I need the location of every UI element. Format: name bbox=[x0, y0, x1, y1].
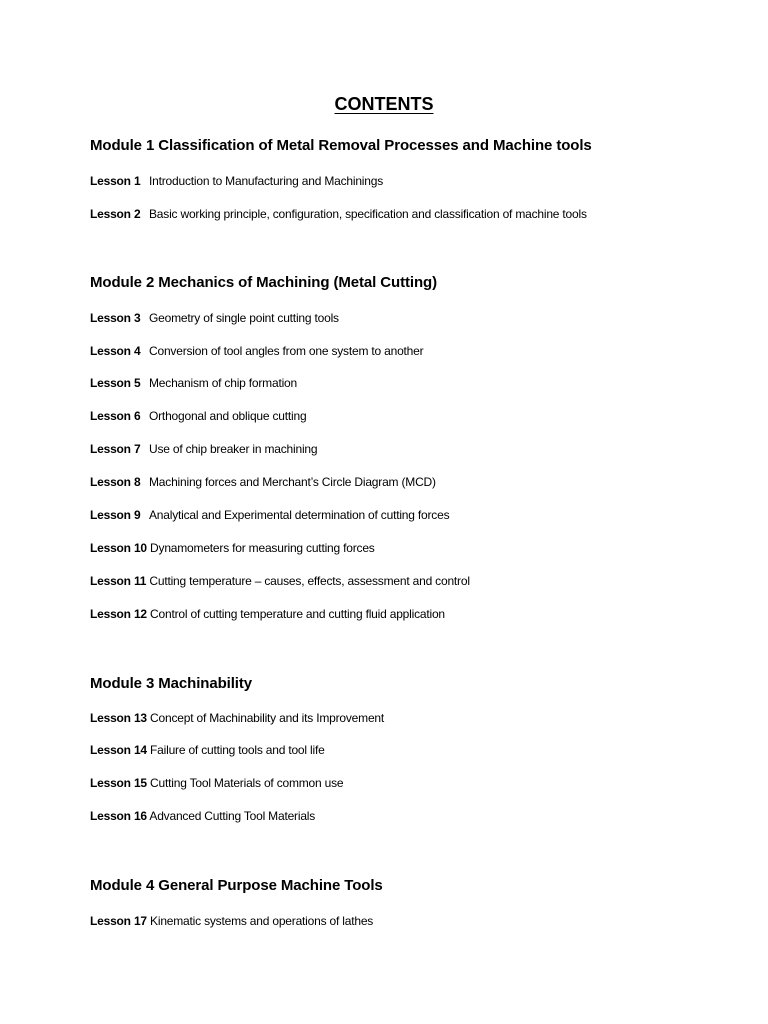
lesson-title: Failure of cutting tools and tool life bbox=[150, 743, 325, 757]
lesson-number: Lesson 3 bbox=[90, 311, 141, 325]
lesson-title: Cutting temperature – causes, effects, assessment and control bbox=[149, 574, 470, 588]
lesson-number: Lesson 4 bbox=[90, 344, 141, 358]
lesson-title: Geometry of single point cutting tools bbox=[149, 311, 339, 325]
lesson-item bbox=[90, 711, 384, 725]
lesson-item bbox=[90, 344, 423, 358]
lesson-number: Lesson 2 bbox=[90, 207, 141, 221]
lesson-item bbox=[90, 914, 373, 928]
lesson-number: Lesson 10 bbox=[90, 541, 147, 555]
lesson-title: Basic working principle, configuration, specification and classification of machine tools bbox=[149, 207, 587, 221]
lesson-item bbox=[90, 442, 317, 456]
page-title: CONTENTS bbox=[334, 94, 434, 114]
lesson-item bbox=[90, 541, 375, 555]
lesson-number: Lesson 5 bbox=[90, 376, 141, 390]
lesson-item bbox=[90, 174, 383, 188]
lesson-title: Analytical and Experimental determination of cutting forces bbox=[149, 508, 450, 522]
module-2-heading: Module 2 Mechanics of Machining (Metal Cutting) bbox=[90, 274, 437, 291]
lesson-number: Lesson 12 bbox=[90, 607, 147, 621]
lesson-item bbox=[90, 376, 297, 390]
lesson-number: Lesson 13 bbox=[90, 711, 147, 725]
lesson-item bbox=[90, 207, 587, 221]
lesson-item bbox=[90, 508, 449, 522]
lesson-title: Introduction to Manufacturing and Machinings bbox=[149, 174, 384, 188]
lesson-title: Dynamometers for measuring cutting forces bbox=[150, 541, 375, 555]
lesson-item bbox=[90, 311, 339, 325]
lesson-item bbox=[90, 409, 306, 423]
lesson-title: Machining forces and Merchant’s Circle Diagram (MCD) bbox=[149, 475, 436, 489]
lesson-number: Lesson 16 bbox=[90, 809, 147, 823]
lesson-title: Orthogonal and oblique cutting bbox=[149, 409, 307, 423]
lesson-title: Control of cutting temperature and cutting fluid application bbox=[150, 607, 445, 621]
lesson-number: Lesson 9 bbox=[90, 508, 141, 522]
lesson-title: Use of chip breaker in machining bbox=[149, 442, 318, 456]
lesson-number: Lesson 1 bbox=[90, 174, 141, 188]
lesson-number: Lesson 7 bbox=[90, 442, 141, 456]
lesson-item bbox=[90, 743, 325, 757]
lesson-title: Conversion of tool angles from one system to another bbox=[149, 344, 424, 358]
lesson-number: Lesson 15 bbox=[90, 776, 147, 790]
lesson-item bbox=[90, 776, 343, 790]
lesson-item bbox=[90, 475, 436, 489]
lesson-title: Kinematic systems and operations of lathes bbox=[150, 914, 374, 928]
lesson-number: Lesson 6 bbox=[90, 409, 141, 423]
lesson-number: Lesson 17 bbox=[90, 914, 147, 928]
lesson-item bbox=[90, 574, 470, 588]
module-3-heading: Module 3 Machinability bbox=[90, 675, 252, 692]
lesson-title: Advanced Cutting Tool Materials bbox=[149, 809, 316, 823]
lesson-item bbox=[90, 607, 445, 621]
module-1-heading: Module 1 Classification of Metal Removal Processes and Machine tools bbox=[90, 137, 592, 154]
lesson-title: Concept of Machinability and its Improvement bbox=[150, 711, 385, 725]
lesson-item bbox=[90, 809, 315, 823]
module-4-heading: Module 4 General Purpose Machine Tools bbox=[90, 877, 383, 894]
lesson-number: Lesson 14 bbox=[90, 743, 147, 757]
lesson-title: Mechanism of chip formation bbox=[149, 376, 297, 390]
lesson-number: Lesson 11 bbox=[90, 574, 147, 588]
lesson-number: Lesson 8 bbox=[90, 475, 141, 489]
lesson-title: Cutting Tool Materials of common use bbox=[150, 776, 344, 790]
